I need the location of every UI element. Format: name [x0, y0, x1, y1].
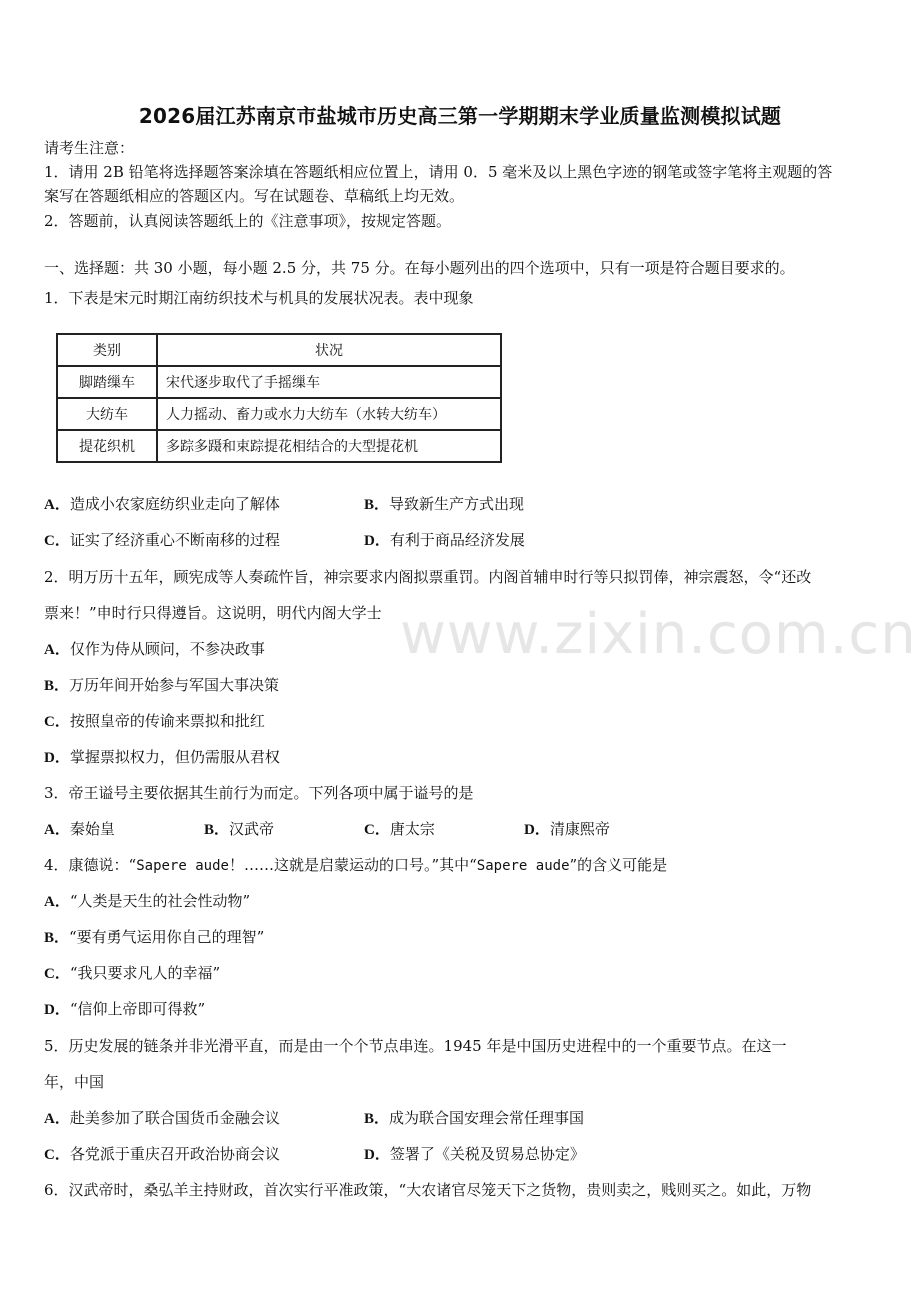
notice-line: 2．答题前，认真阅读答题纸上的《注意事项》，按规定答题。: [44, 212, 452, 230]
option: B．成为联合国安理会常任理事国: [364, 1109, 585, 1127]
notice-line: 案写在答题纸相应的答题区内。写在试题卷、草稿纸上均无效。: [44, 187, 465, 205]
table-header-row: [57, 334, 501, 366]
notice-heading: 请考生注意：: [44, 139, 135, 157]
option: C．唐太宗: [364, 820, 435, 838]
table-header-cell: 类别: [57, 334, 157, 366]
question-stem: 票来！”申时行只得遵旨。这说明，明代内阁大学士: [44, 604, 382, 622]
question-stem: 4．康德说：“Sapere aude！……这就是启蒙运动的口号。”其中“Sapere aude”的含义可能是: [44, 856, 668, 874]
question-stem: 6．汉武帝时，桑弘羊主持财政，首次实行平准政策，“大农诸官尽笼天下之货物，贵则卖之，贱则买之。如此，万物: [44, 1181, 812, 1199]
option: A．“人类是天生的社会性动物”: [44, 892, 251, 910]
option: B．汉武帝: [204, 820, 275, 838]
option: B．导致新生产方式出现: [364, 495, 525, 513]
table-cell: 脚踏缫车: [57, 366, 157, 398]
section-heading: 一、选择题：共 30 小题，每小题 2.5 分，共 75 分。在每小题列出的四个选项中，只有一项是符合题目要求的。: [44, 259, 795, 277]
table-header-cell: 状况: [157, 334, 501, 366]
option: D．掌握票拟权力，但仍需服从君权: [44, 748, 280, 766]
watermark: www.zixin.com.cn: [400, 602, 917, 667]
question-stem: 1．下表是宋元时期江南纺织技术与机具的发展状况表。表中现象: [44, 289, 474, 307]
notice-line: 1．请用 2B 铅笔将选择题答案涂填在答题纸相应位置上，请用 0．5 毫米及以上黑色字迹的钢笔或签字笔将主观题的答: [44, 163, 833, 181]
page-title: 2026届江苏南京市盐城市历史高三第一学期期末学业质量监测模拟试题: [138, 104, 782, 128]
option: D．清康熙帝: [524, 820, 610, 838]
table-cell: 提花织机: [57, 430, 157, 462]
data-table: [56, 333, 502, 463]
question-stem: 3．帝王谥号主要依据其生前行为而定。下列各项中属于谥号的是: [44, 784, 474, 802]
option: C．按照皇帝的传谕来票拟和批红: [44, 712, 265, 730]
table-cell: 宋代逐步取代了手摇缫车: [157, 366, 501, 398]
option: C．各党派于重庆召开政治协商会议: [44, 1145, 280, 1163]
option: B．万历年间开始参与军国大事决策: [44, 676, 280, 694]
question-stem: 5．历史发展的链条并非光滑平直，而是由一个个节点串连。1945 年是中国历史进程中的一个重要节点。在这一: [44, 1037, 787, 1055]
table-row: [57, 430, 501, 462]
option: D．签署了《关税及贸易总协定》: [364, 1145, 585, 1163]
table-cell: 大纺车: [57, 398, 157, 430]
option: C．证实了经济重心不断南移的过程: [44, 531, 280, 549]
option: A．赴美参加了联合国货币金融会议: [44, 1109, 280, 1127]
table-row: [57, 366, 501, 398]
table-cell: 人力摇动、畜力或水力大纺车（水转大纺车）: [157, 398, 501, 430]
option: A．造成小农家庭纺织业走向了解体: [44, 495, 280, 513]
option: C．“我只要求凡人的幸福”: [44, 964, 221, 982]
option: A．秦始皇: [44, 820, 115, 838]
table-cell: 多踪多蹑和束踪提花相结合的大型提花机: [157, 430, 501, 462]
option: D．有利于商品经济发展: [364, 531, 525, 549]
question-stem: 2．明万历十五年，顾宪成等人奏疏忤旨，神宗要求内阁拟票重罚。内阁首辅申时行等只拟罚俸，神宗震怒，令“还改: [44, 568, 812, 586]
table-row: [57, 398, 501, 430]
option: D．“信仰上帝即可得救”: [44, 1000, 206, 1018]
option: B．“要有勇气运用你自己的理智”: [44, 928, 265, 946]
option: A．仅作为侍从顾问，不参决政事: [44, 640, 265, 658]
question-stem: 年，中国: [44, 1073, 105, 1091]
